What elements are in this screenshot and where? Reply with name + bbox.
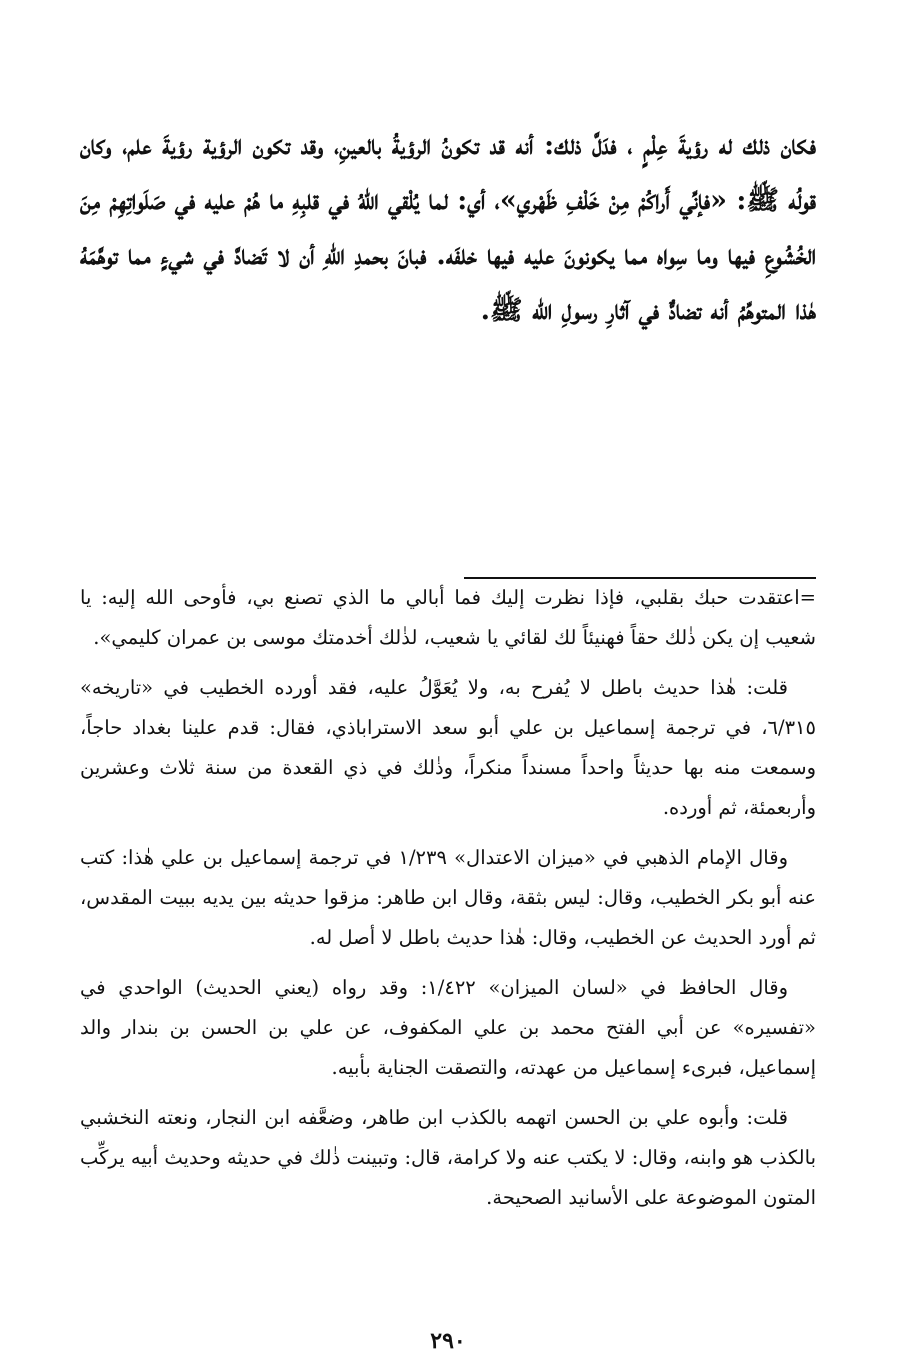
footnote-paragraph-3: وقال الإمام الذهبي في «ميزان الاعتدال» ١/٢٣٩ في ترجمة إسماعيل بن علي هٰذا: كتب عنه أبو بكر الخطيب، وقال: ليس بثقة، وقال ابن طاهر: مزقوا حديثه بين يديه ببيت المقدس، ثم أورد الحديث عن الخطيب، وقال: هٰذا حديث باطل لا أصل له.: [80, 846, 816, 949]
main-text-paragraph: فكان ذلك له رؤيةَ عِلْمٍ ، فدَلَّ ذلك: أنه قد تكونُ الرؤيةُ بالعينِ، وقد تكون الرؤية رؤيةَ علم، وكان قولُه ﷺ: «فإنِّي أَراكُمْ مِنْ خَلْفِ ظَهْري»، أي: لما يُلْقي اللهُ في قلبِهِ ما هُمْ عليه في صَلَواتِهِمْ مِنَ الخُشُوعِ فيها وما سِواه مما يكونونَ عليه فيها خلفَه. فبانَ بحمدِ اللهِ أن لا تَضادَّ في شيءٍ مما توهَّمَهُ هٰذا المتوهِّمُ أنه تضادٌّ في آثارِ رسولِ الله ﷺ.: [79, 130, 816, 326]
footnote-paragraph-2: قلت: هٰذا حديث باطل لا يُفرح به، ولا يُعَوَّلُ عليه، فقد أورده الخطيب في «تاريخه» ٦/٣١٥، في ترجمة إسماعيل بن علي أبو سعد الاستراباذي، فقال: قدم علينا بغداد حاجاً، وسمعت منه بها حديثاً واحداً مسنداً منكراً، وذٰلك في ذي القعدة من سنة ثلاث وعشرين وأربعمئة، ثم أورده.: [80, 676, 816, 819]
footnote-paragraph-1: =اعتقدت حبك بقلبي، فإذا نظرت إليك فما أبالي ما الذي تصنع بي، فأوحى الله إليه: يا شعيب إن يكن ذٰلك حقاً فهنيئاً لك لقائي يا شعيب، لذٰلك أخدمتك موسى بن عمران كليمي».: [80, 586, 816, 649]
footnotes-section: [80, 578, 816, 1218]
footnote-paragraph-5: قلت: وأبوه علي بن الحسن اتهمه بالكذب ابن طاهر، وضعَّفه ابن النجار، ونعته النخشبي بالكذب هو وابنه، وقال: لا يكتب عنه ولا كرامة، قال: وتبينت ذٰلك في حديثه وحديث أبيه يركِّب المتون الموضوعة على الأسانيد الصحيحة.: [80, 1106, 816, 1209]
page: [79, 118, 816, 1354]
footnote-paragraph-4: وقال الحافظ في «لسان الميزان» ١/٤٢٢: وقد رواه (يعني الحديث) الواحدي في «تفسيره» عن أبي الفتح محمد بن علي المكفوف، عن علي بن الحسن بن بندار والد إسماعيل، فبرىء إسماعيل من عهدته، والتصقت الجناية بأبيه.: [80, 976, 816, 1079]
page-number: ٢٩٠: [430, 1328, 466, 1354]
